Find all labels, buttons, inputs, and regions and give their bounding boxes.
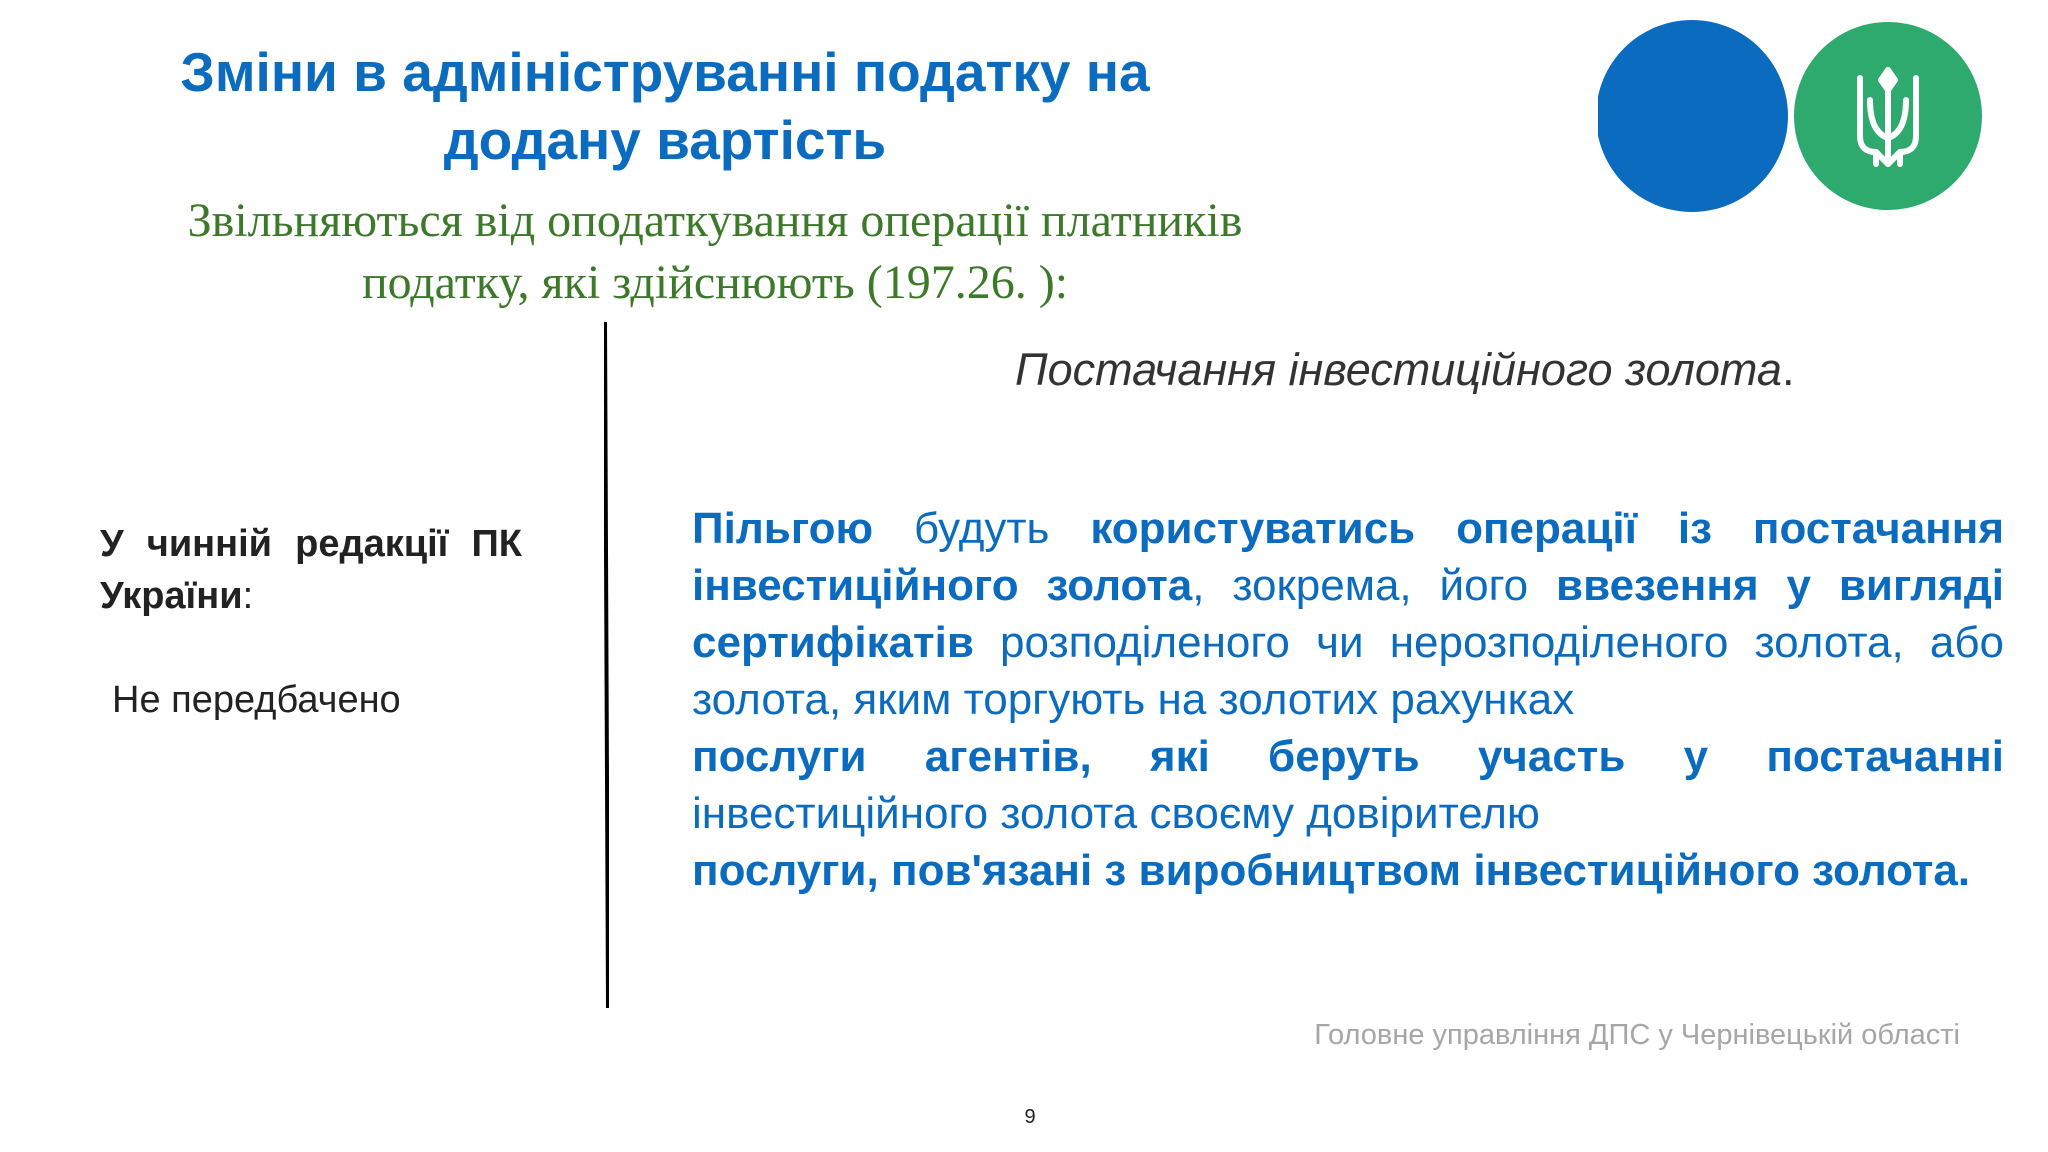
paragraph-exemption-text-1: будуть xyxy=(873,504,1091,553)
slide-subtitle xyxy=(80,190,1350,314)
logo-blue-circle xyxy=(1598,20,1788,212)
current-edition-heading-text: У чинній редакції ПК України xyxy=(100,523,522,617)
new-edition-heading-text: Постачання інвестиційного золота xyxy=(1015,344,1782,395)
paragraph-exemption-text-3: розподіленого чи нерозподіленого золота, або золота, яким торгують на золотих рахунках xyxy=(692,618,2004,724)
current-edition-heading-colon: : xyxy=(242,575,254,617)
paragraph-exemption-text-2: , зокрема, його xyxy=(1192,561,1557,610)
new-edition-heading-period: . xyxy=(1781,344,1795,395)
paragraph-exemption-bold-2: користуватись операції із постачання інвестиційного золота xyxy=(692,504,2004,610)
paragraph-exemption-bold-3: ввезення у вигляді сертифікатів xyxy=(692,561,2004,667)
slide-title-line1: Зміни в адмініструванні податку на xyxy=(180,41,1150,103)
paragraph-agents-text: інвестиційного золота своєму довірителю xyxy=(692,789,1540,838)
slide-title xyxy=(80,38,1250,174)
paragraph-production-bold: послуги, пов'язані з виробництвом інвестиційного золота. xyxy=(692,846,1971,895)
page-number: 9 xyxy=(1024,1106,1036,1128)
new-edition-body xyxy=(692,500,2004,899)
paragraph-exemption xyxy=(692,500,2004,728)
new-edition-heading xyxy=(1015,342,1794,398)
paragraph-production xyxy=(692,842,2004,899)
current-edition-heading xyxy=(100,518,522,622)
vertical-divider xyxy=(604,322,609,1008)
logo xyxy=(1598,18,1984,214)
slide-title-line2: додану вартість xyxy=(443,109,887,171)
current-edition-value: Не передбачено xyxy=(112,679,401,721)
footer-organization: Головне управління ДПС у Чернівецькій області xyxy=(1314,1019,1960,1051)
slide-subtitle-line1: Звільняються від оподаткування операції платників xyxy=(187,194,1243,247)
paragraph-agents xyxy=(692,728,2004,842)
paragraph-agents-bold: послуги агентів, які беруть участь у постачанні xyxy=(692,732,2004,781)
slide-subtitle-line2: податку, які здійснюють (197.26. ): xyxy=(361,256,1069,309)
paragraph-exemption-bold-1: Пільгою xyxy=(692,504,874,553)
